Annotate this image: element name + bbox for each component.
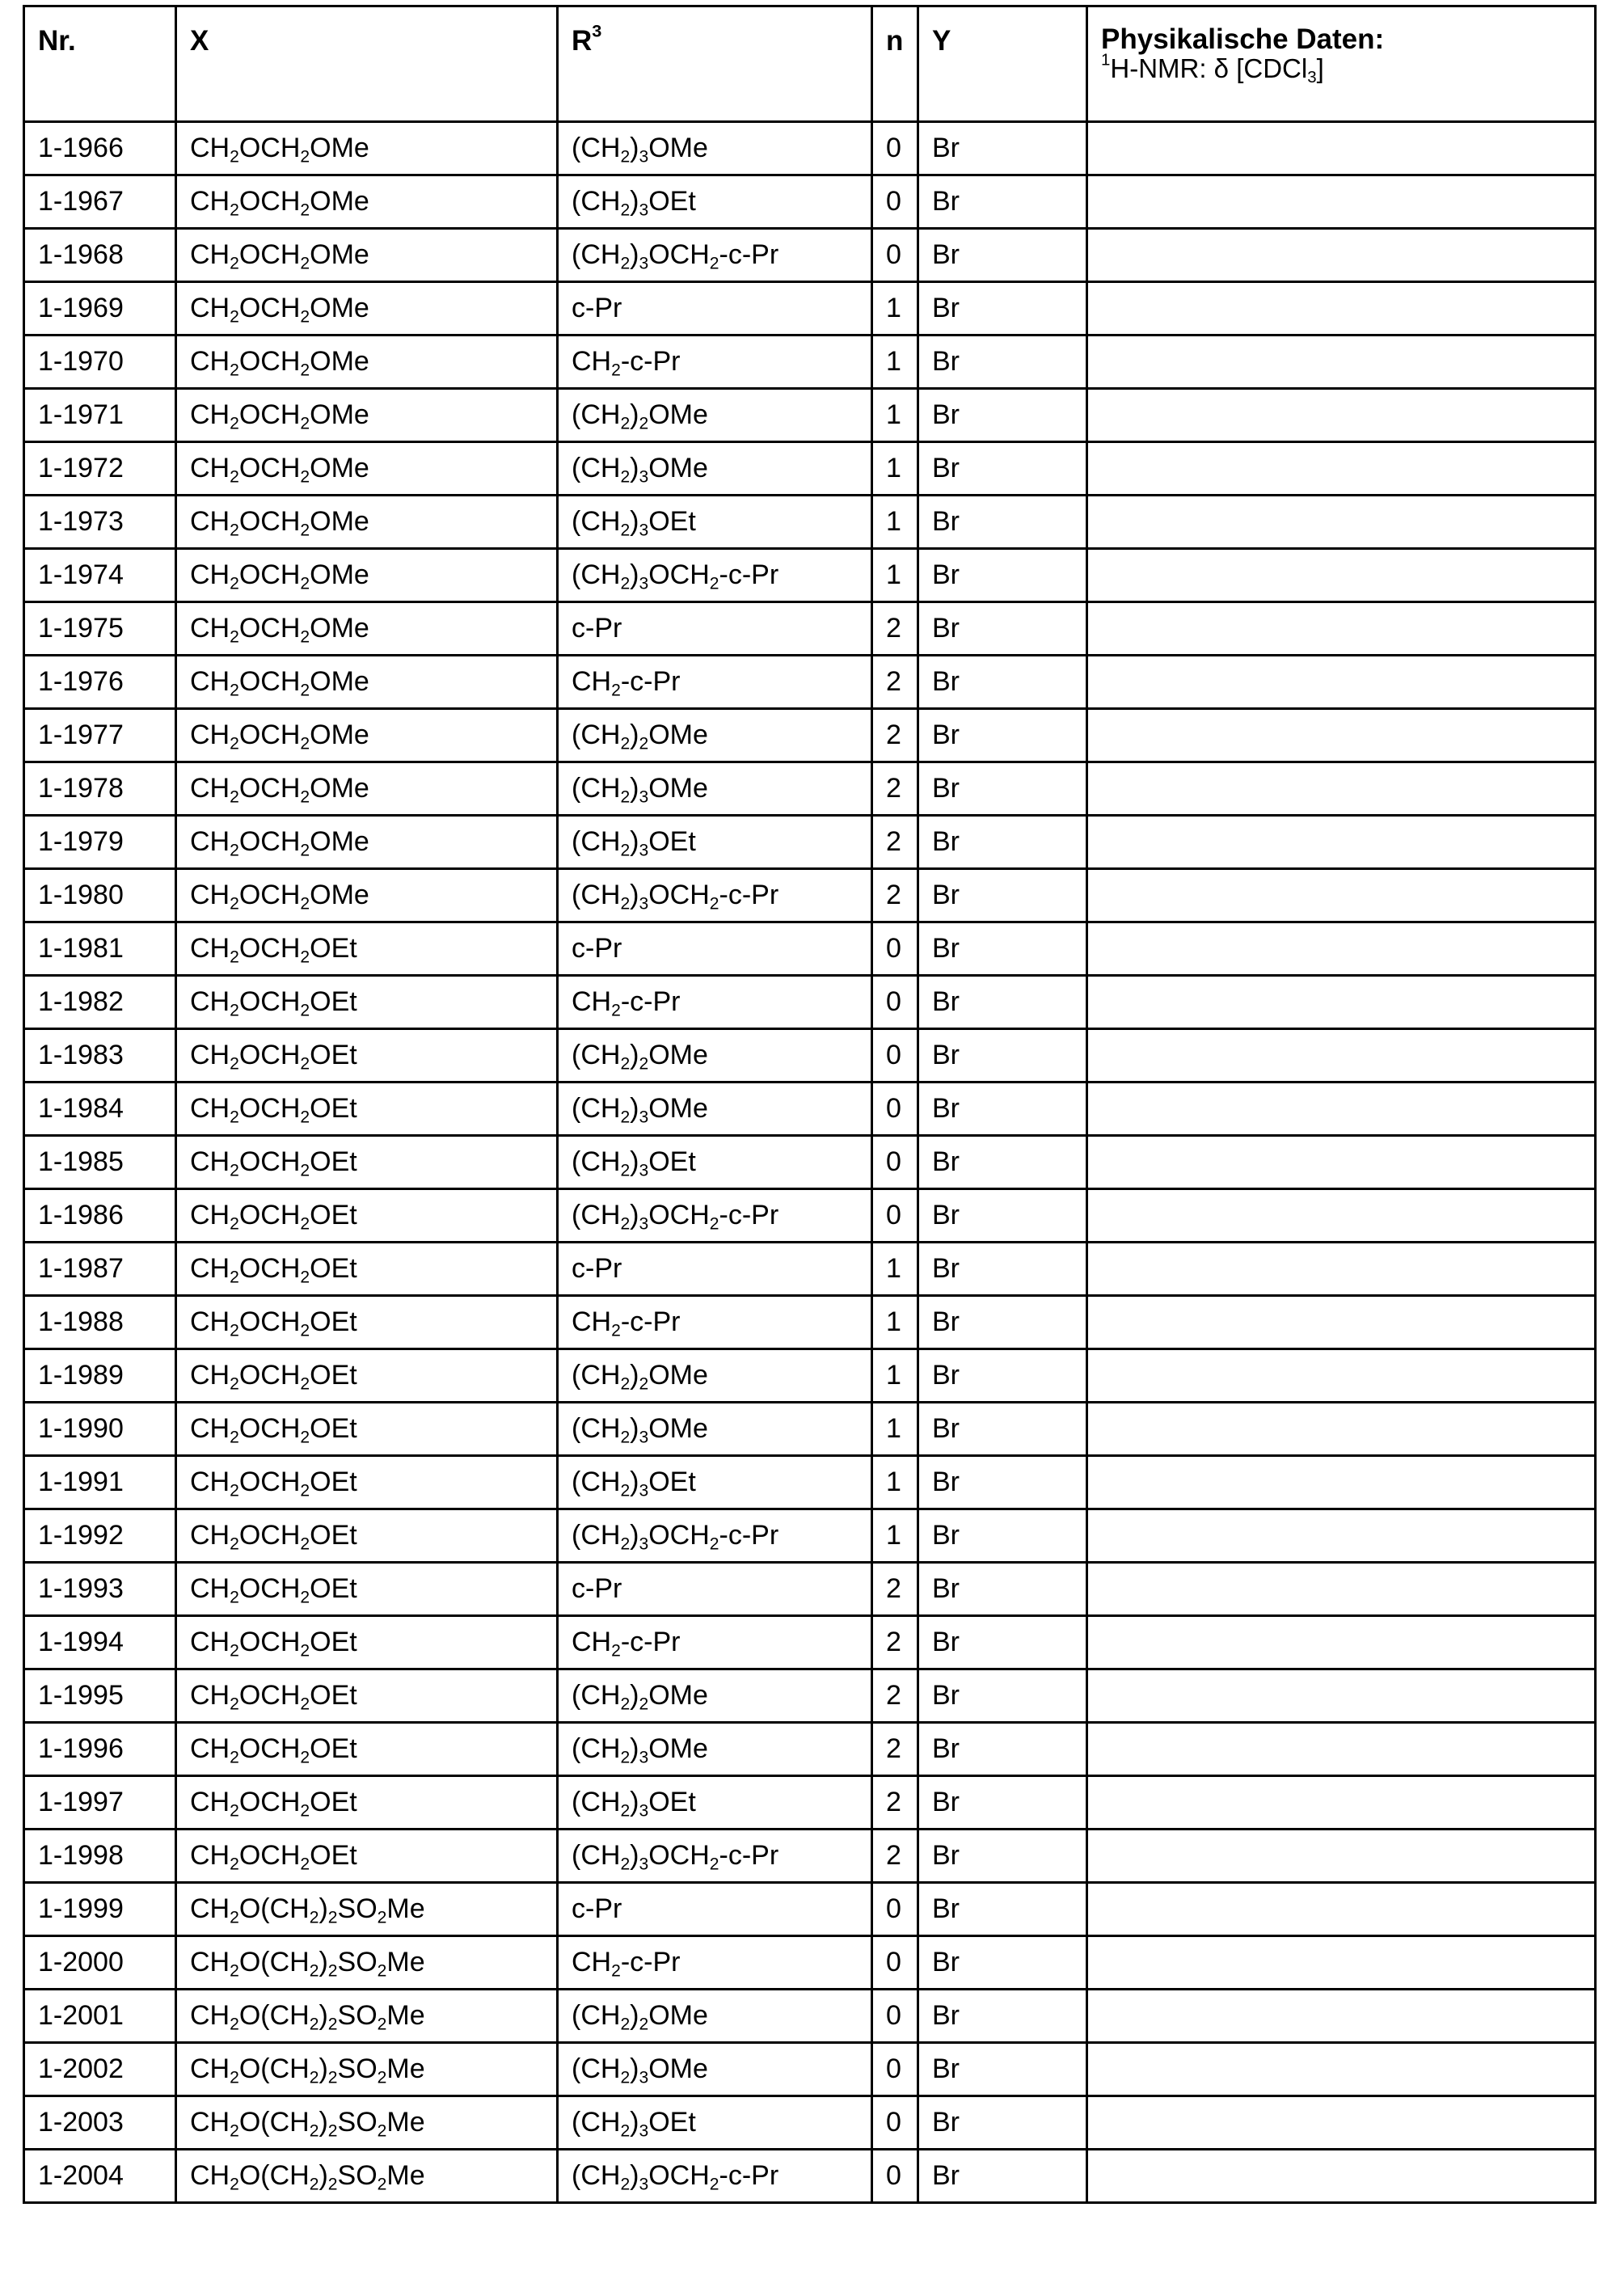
- cell-x: $CH_2OCH_2OEt$: [176, 1776, 558, 1830]
- cell-n: 1: [872, 1243, 918, 1296]
- cell-n: 0: [872, 1990, 918, 2043]
- cell-nr: 1-1977: [24, 709, 176, 762]
- cell-n: 0: [872, 175, 918, 229]
- cell-y: Br: [918, 122, 1087, 175]
- cell-nr: 1-2001: [24, 1990, 176, 2043]
- header-r3-sup: 3: [592, 20, 602, 41]
- cell-r3: $(CH_2)_3OMe$: [558, 1083, 872, 1136]
- cell-n: 0: [872, 2043, 918, 2096]
- cell-r3: $(CH_2)_3OEt$: [558, 1136, 872, 1189]
- table-row: [24, 1136, 1596, 1189]
- cell-r3: $(CH_2)_3OEt$: [558, 496, 872, 549]
- cell-nr: 1-1976: [24, 656, 176, 709]
- cell-physical-data: [1087, 1616, 1596, 1669]
- cell-physical-data: [1087, 2043, 1596, 2096]
- header-y: Y: [918, 6, 1087, 122]
- cell-y: Br: [918, 1616, 1087, 1669]
- cell-nr: 1-1997: [24, 1776, 176, 1830]
- cell-r3: $(CH_2)_3OMe$: [558, 2043, 872, 2096]
- cell-x: $CH_2OCH_2OMe$: [176, 122, 558, 175]
- cell-n: 0: [872, 1136, 918, 1189]
- cell-physical-data: [1087, 1509, 1596, 1563]
- table-row: [24, 549, 1596, 602]
- cell-r3: $(CH_2)_3OEt$: [558, 175, 872, 229]
- cell-nr: 1-1972: [24, 442, 176, 496]
- cell-n: 1: [872, 1456, 918, 1509]
- cell-x: $CH_2O(CH_2)_2SO_2Me$: [176, 1936, 558, 1990]
- cell-y: Br: [918, 229, 1087, 282]
- cell-n: 1: [872, 442, 918, 496]
- cell-n: 2: [872, 1723, 918, 1776]
- cell-n: 1: [872, 1296, 918, 1349]
- cell-x: $CH_2OCH_2OMe$: [176, 442, 558, 496]
- cell-n: 1: [872, 1509, 918, 1563]
- cell-physical-data: [1087, 602, 1596, 656]
- cell-physical-data: [1087, 1776, 1596, 1830]
- table-row: [24, 1669, 1596, 1723]
- cell-nr: 1-1998: [24, 1830, 176, 1883]
- cell-nr: 1-1968: [24, 229, 176, 282]
- cell-y: Br: [918, 1349, 1087, 1403]
- cell-nr: 1-1991: [24, 1456, 176, 1509]
- cell-physical-data: [1087, 282, 1596, 336]
- table-row: [24, 1243, 1596, 1296]
- cell-x: $CH_2OCH_2OEt$: [176, 1403, 558, 1456]
- table-row: [24, 1456, 1596, 1509]
- cell-physical-data: [1087, 762, 1596, 816]
- table-row: [24, 1563, 1596, 1616]
- cell-physical-data: [1087, 709, 1596, 762]
- cell-n: 0: [872, 1936, 918, 1990]
- cell-r3: $(CH_2)_2OMe$: [558, 389, 872, 442]
- cell-physical-data: [1087, 1189, 1596, 1243]
- cell-n: 2: [872, 1563, 918, 1616]
- cell-y: Br: [918, 2150, 1087, 2203]
- cell-r3: $CH_2-c-Pr$: [558, 1616, 872, 1669]
- cell-physical-data: [1087, 389, 1596, 442]
- cell-n: 0: [872, 122, 918, 175]
- cell-physical-data: [1087, 2096, 1596, 2150]
- cell-physical-data: [1087, 1403, 1596, 1456]
- cell-nr: 1-1978: [24, 762, 176, 816]
- cell-n: 2: [872, 602, 918, 656]
- cell-physical-data: [1087, 656, 1596, 709]
- header-row: [24, 6, 1596, 122]
- cell-y: Br: [918, 1883, 1087, 1936]
- cell-x: $CH_2OCH_2OEt$: [176, 1616, 558, 1669]
- table-row: [24, 1776, 1596, 1830]
- cell-r3: c-Pr: [558, 1883, 872, 1936]
- cell-physical-data: [1087, 336, 1596, 389]
- cell-r3: $(CH_2)_3OEt$: [558, 1776, 872, 1830]
- header-phys-nmr: [1101, 50, 1594, 87]
- header-phys-sup: 1: [1101, 50, 1111, 70]
- cell-physical-data: [1087, 1936, 1596, 1990]
- cell-r3: $(CH_2)_2OMe$: [558, 709, 872, 762]
- cell-physical-data: [1087, 1883, 1596, 1936]
- table-row: [24, 869, 1596, 922]
- cell-y: Br: [918, 1990, 1087, 2043]
- cell-x: $CH_2OCH_2OEt$: [176, 976, 558, 1029]
- cell-n: 1: [872, 549, 918, 602]
- cell-y: Br: [918, 1563, 1087, 1616]
- cell-y: Br: [918, 175, 1087, 229]
- cell-n: 1: [872, 1403, 918, 1456]
- cell-y: Br: [918, 2096, 1087, 2150]
- cell-y: Br: [918, 1669, 1087, 1723]
- cell-nr: 1-1982: [24, 976, 176, 1029]
- cell-nr: 1-1967: [24, 175, 176, 229]
- cell-r3: c-Pr: [558, 1563, 872, 1616]
- cell-n: 1: [872, 1349, 918, 1403]
- cell-y: Br: [918, 602, 1087, 656]
- cell-y: Br: [918, 336, 1087, 389]
- cell-nr: 1-1996: [24, 1723, 176, 1776]
- cell-y: Br: [918, 1296, 1087, 1349]
- cell-x: $CH_2OCH_2OEt$: [176, 1509, 558, 1563]
- cell-r3: $(CH_2)_3OMe$: [558, 1403, 872, 1456]
- cell-r3: c-Pr: [558, 602, 872, 656]
- cell-n: 0: [872, 2096, 918, 2150]
- cell-n: 2: [872, 869, 918, 922]
- cell-y: Br: [918, 976, 1087, 1029]
- cell-n: 0: [872, 1029, 918, 1083]
- cell-r3: $CH_2-c-Pr$: [558, 336, 872, 389]
- cell-r3: $CH_2-c-Pr$: [558, 1296, 872, 1349]
- cell-x: $CH_2OCH_2OMe$: [176, 496, 558, 549]
- cell-r3: $(CH_2)_3OCH_2-c-Pr$: [558, 229, 872, 282]
- table-row: [24, 2150, 1596, 2203]
- cell-physical-data: [1087, 2150, 1596, 2203]
- cell-nr: 1-1999: [24, 1883, 176, 1936]
- cell-x: $CH_2OCH_2OEt$: [176, 1349, 558, 1403]
- cell-n: 0: [872, 922, 918, 976]
- cell-nr: 1-1969: [24, 282, 176, 336]
- cell-physical-data: [1087, 442, 1596, 496]
- cell-physical-data: [1087, 1243, 1596, 1296]
- cell-nr: 1-1983: [24, 1029, 176, 1083]
- table-row: [24, 709, 1596, 762]
- cell-x: $CH_2OCH_2OEt$: [176, 1723, 558, 1776]
- cell-physical-data: [1087, 1349, 1596, 1403]
- cell-y: Br: [918, 1723, 1087, 1776]
- cell-y: Br: [918, 1136, 1087, 1189]
- table-row: [24, 1830, 1596, 1883]
- table-row: [24, 1723, 1596, 1776]
- cell-x: $CH_2OCH_2OEt$: [176, 1083, 558, 1136]
- cell-r3: c-Pr: [558, 1243, 872, 1296]
- cell-physical-data: [1087, 175, 1596, 229]
- compound-table: [23, 5, 1597, 2204]
- cell-n: 0: [872, 976, 918, 1029]
- cell-x: $CH_2OCH_2OMe$: [176, 336, 558, 389]
- cell-y: Br: [918, 762, 1087, 816]
- cell-r3: $(CH_2)_3OEt$: [558, 1456, 872, 1509]
- table-row: [24, 1349, 1596, 1403]
- table-row: [24, 2043, 1596, 2096]
- cell-n: 2: [872, 1830, 918, 1883]
- table-row: [24, 1883, 1596, 1936]
- cell-x: $CH_2OCH_2OEt$: [176, 1296, 558, 1349]
- cell-x: $CH_2OCH_2OMe$: [176, 762, 558, 816]
- table-row: [24, 1509, 1596, 1563]
- table-row: [24, 336, 1596, 389]
- cell-y: Br: [918, 282, 1087, 336]
- cell-x: $CH_2O(CH_2)_2SO_2Me$: [176, 1990, 558, 2043]
- cell-physical-data: [1087, 976, 1596, 1029]
- cell-x: $CH_2OCH_2OMe$: [176, 656, 558, 709]
- cell-x: $CH_2OCH_2OMe$: [176, 389, 558, 442]
- cell-x: $CH_2OCH_2OMe$: [176, 816, 558, 869]
- cell-x: $CH_2OCH_2OEt$: [176, 1456, 558, 1509]
- cell-nr: 1-1979: [24, 816, 176, 869]
- cell-y: Br: [918, 549, 1087, 602]
- cell-r3: $CH_2-c-Pr$: [558, 656, 872, 709]
- cell-y: Br: [918, 1403, 1087, 1456]
- cell-physical-data: [1087, 1669, 1596, 1723]
- table-row: [24, 816, 1596, 869]
- cell-r3: $(CH_2)_3OEt$: [558, 2096, 872, 2150]
- header-nr: Nr.: [24, 6, 176, 122]
- cell-nr: 1-1988: [24, 1296, 176, 1349]
- cell-x: $CH_2OCH_2OEt$: [176, 1830, 558, 1883]
- cell-r3: $(CH_2)_3OCH_2-c-Pr$: [558, 1509, 872, 1563]
- cell-x: $CH_2OCH_2OMe$: [176, 549, 558, 602]
- cell-y: Br: [918, 1189, 1087, 1243]
- cell-nr: 1-1989: [24, 1349, 176, 1403]
- cell-x: $CH_2OCH_2OEt$: [176, 922, 558, 976]
- cell-physical-data: [1087, 122, 1596, 175]
- cell-nr: 1-1986: [24, 1189, 176, 1243]
- cell-nr: 1-1981: [24, 922, 176, 976]
- cell-nr: 1-1985: [24, 1136, 176, 1189]
- cell-y: Br: [918, 2043, 1087, 2096]
- cell-n: 0: [872, 1883, 918, 1936]
- cell-r3: $(CH_2)_3OMe$: [558, 122, 872, 175]
- header-phys-title: Physikalische Daten:: [1101, 23, 1385, 55]
- cell-n: 1: [872, 496, 918, 549]
- cell-physical-data: [1087, 816, 1596, 869]
- table-row: [24, 1296, 1596, 1349]
- header-r3: [558, 6, 872, 122]
- cell-n: 0: [872, 1189, 918, 1243]
- table-row: [24, 1029, 1596, 1083]
- cell-x: $CH_2OCH_2OEt$: [176, 1243, 558, 1296]
- cell-r3: $(CH_2)_3OEt$: [558, 816, 872, 869]
- cell-n: 0: [872, 1083, 918, 1136]
- cell-n: 1: [872, 336, 918, 389]
- cell-n: 2: [872, 816, 918, 869]
- cell-r3: c-Pr: [558, 922, 872, 976]
- cell-nr: 1-1980: [24, 869, 176, 922]
- cell-physical-data: [1087, 229, 1596, 282]
- cell-y: Br: [918, 1936, 1087, 1990]
- header-x: X: [176, 6, 558, 122]
- cell-x: $CH_2OCH_2OMe$: [176, 709, 558, 762]
- cell-r3: $(CH_2)_2OMe$: [558, 1990, 872, 2043]
- cell-nr: 1-1973: [24, 496, 176, 549]
- cell-nr: 1-1971: [24, 389, 176, 442]
- cell-y: Br: [918, 389, 1087, 442]
- cell-nr: 1-1992: [24, 1509, 176, 1563]
- cell-n: 2: [872, 709, 918, 762]
- header-phys-sub: 3: [1307, 67, 1317, 87]
- cell-x: $CH_2O(CH_2)_2SO_2Me$: [176, 2150, 558, 2203]
- cell-physical-data: [1087, 1830, 1596, 1883]
- cell-r3: $CH_2-c-Pr$: [558, 976, 872, 1029]
- cell-x: $CH_2OCH_2OMe$: [176, 602, 558, 656]
- table-body: [24, 122, 1596, 2203]
- cell-n: 1: [872, 389, 918, 442]
- table-row: [24, 602, 1596, 656]
- table-row: [24, 229, 1596, 282]
- cell-x: $CH_2O(CH_2)_2SO_2Me$: [176, 2096, 558, 2150]
- cell-r3: $(CH_2)_3OCH_2-c-Pr$: [558, 549, 872, 602]
- cell-x: $CH_2O(CH_2)_2SO_2Me$: [176, 2043, 558, 2096]
- cell-x: $CH_2OCH_2OEt$: [176, 1669, 558, 1723]
- cell-nr: 1-1984: [24, 1083, 176, 1136]
- cell-x: $CH_2OCH_2OEt$: [176, 1563, 558, 1616]
- cell-r3: $(CH_2)_3OCH_2-c-Pr$: [558, 1189, 872, 1243]
- cell-r3: $(CH_2)_3OMe$: [558, 1723, 872, 1776]
- table-row: [24, 496, 1596, 549]
- cell-r3: $(CH_2)_3OCH_2-c-Pr$: [558, 2150, 872, 2203]
- cell-y: Br: [918, 496, 1087, 549]
- cell-r3: $(CH_2)_2OMe$: [558, 1349, 872, 1403]
- cell-x: $CH_2O(CH_2)_2SO_2Me$: [176, 1883, 558, 1936]
- cell-y: Br: [918, 869, 1087, 922]
- table-row: [24, 1990, 1596, 2043]
- cell-physical-data: [1087, 1029, 1596, 1083]
- cell-physical-data: [1087, 1136, 1596, 1189]
- header-physical-data: [1087, 6, 1596, 122]
- cell-nr: 1-1995: [24, 1669, 176, 1723]
- table-row: [24, 175, 1596, 229]
- cell-physical-data: [1087, 922, 1596, 976]
- table-row: [24, 1083, 1596, 1136]
- cell-y: Br: [918, 1083, 1087, 1136]
- cell-physical-data: [1087, 1563, 1596, 1616]
- cell-y: Br: [918, 1509, 1087, 1563]
- cell-r3: c-Pr: [558, 282, 872, 336]
- table-row: [24, 282, 1596, 336]
- cell-nr: 1-1974: [24, 549, 176, 602]
- cell-x: $CH_2OCH_2OMe$: [176, 282, 558, 336]
- cell-y: Br: [918, 922, 1087, 976]
- cell-n: 1: [872, 282, 918, 336]
- table-row: [24, 1189, 1596, 1243]
- cell-x: $CH_2OCH_2OMe$: [176, 869, 558, 922]
- cell-physical-data: [1087, 1990, 1596, 2043]
- cell-n: 2: [872, 1669, 918, 1723]
- cell-nr: 1-2002: [24, 2043, 176, 2096]
- cell-y: Br: [918, 1029, 1087, 1083]
- cell-r3: $(CH_2)_2OMe$: [558, 1029, 872, 1083]
- cell-nr: 1-2003: [24, 2096, 176, 2150]
- cell-n: 2: [872, 762, 918, 816]
- table-row: [24, 976, 1596, 1029]
- cell-n: 0: [872, 229, 918, 282]
- cell-r3: $(CH_2)_3OMe$: [558, 762, 872, 816]
- cell-nr: 1-1975: [24, 602, 176, 656]
- table-row: [24, 1616, 1596, 1669]
- header-phys-nmr-text: H-NMR: δ [CDCl: [1110, 53, 1308, 83]
- cell-y: Br: [918, 442, 1087, 496]
- cell-x: $CH_2OCH_2OEt$: [176, 1136, 558, 1189]
- cell-y: Br: [918, 1830, 1087, 1883]
- table-row: [24, 122, 1596, 175]
- cell-r3: $CH_2-c-Pr$: [558, 1936, 872, 1990]
- cell-y: Br: [918, 656, 1087, 709]
- cell-physical-data: [1087, 549, 1596, 602]
- header-r3-base: R: [572, 25, 593, 57]
- cell-x: $CH_2OCH_2OMe$: [176, 175, 558, 229]
- header-phys-close: ]: [1316, 53, 1324, 83]
- cell-n: 2: [872, 1776, 918, 1830]
- table-row: [24, 1936, 1596, 1990]
- cell-physical-data: [1087, 869, 1596, 922]
- cell-physical-data: [1087, 1456, 1596, 1509]
- table-row: [24, 922, 1596, 976]
- table-row: [24, 2096, 1596, 2150]
- cell-n: 2: [872, 1616, 918, 1669]
- cell-r3: $(CH_2)_3OCH_2-c-Pr$: [558, 869, 872, 922]
- header-n: n: [872, 6, 918, 122]
- cell-r3: $(CH_2)_2OMe$: [558, 1669, 872, 1723]
- cell-nr: 1-2000: [24, 1936, 176, 1990]
- table-row: [24, 1403, 1596, 1456]
- cell-y: Br: [918, 1243, 1087, 1296]
- cell-physical-data: [1087, 496, 1596, 549]
- table-row: [24, 656, 1596, 709]
- table-row: [24, 442, 1596, 496]
- cell-r3: $(CH_2)_3OMe$: [558, 442, 872, 496]
- cell-nr: 1-1993: [24, 1563, 176, 1616]
- cell-y: Br: [918, 1456, 1087, 1509]
- cell-y: Br: [918, 1776, 1087, 1830]
- cell-nr: 1-1990: [24, 1403, 176, 1456]
- cell-physical-data: [1087, 1083, 1596, 1136]
- cell-y: Br: [918, 709, 1087, 762]
- cell-r3: $(CH_2)_3OCH_2-c-Pr$: [558, 1830, 872, 1883]
- cell-physical-data: [1087, 1723, 1596, 1776]
- table-row: [24, 389, 1596, 442]
- cell-nr: 1-2004: [24, 2150, 176, 2203]
- table-row: [24, 762, 1596, 816]
- cell-n: 2: [872, 656, 918, 709]
- cell-nr: 1-1987: [24, 1243, 176, 1296]
- cell-x: $CH_2OCH_2OMe$: [176, 229, 558, 282]
- cell-x: $CH_2OCH_2OEt$: [176, 1189, 558, 1243]
- cell-physical-data: [1087, 1296, 1596, 1349]
- cell-n: 0: [872, 2150, 918, 2203]
- cell-nr: 1-1970: [24, 336, 176, 389]
- cell-y: Br: [918, 816, 1087, 869]
- cell-nr: 1-1966: [24, 122, 176, 175]
- cell-nr: 1-1994: [24, 1616, 176, 1669]
- cell-x: $CH_2OCH_2OEt$: [176, 1029, 558, 1083]
